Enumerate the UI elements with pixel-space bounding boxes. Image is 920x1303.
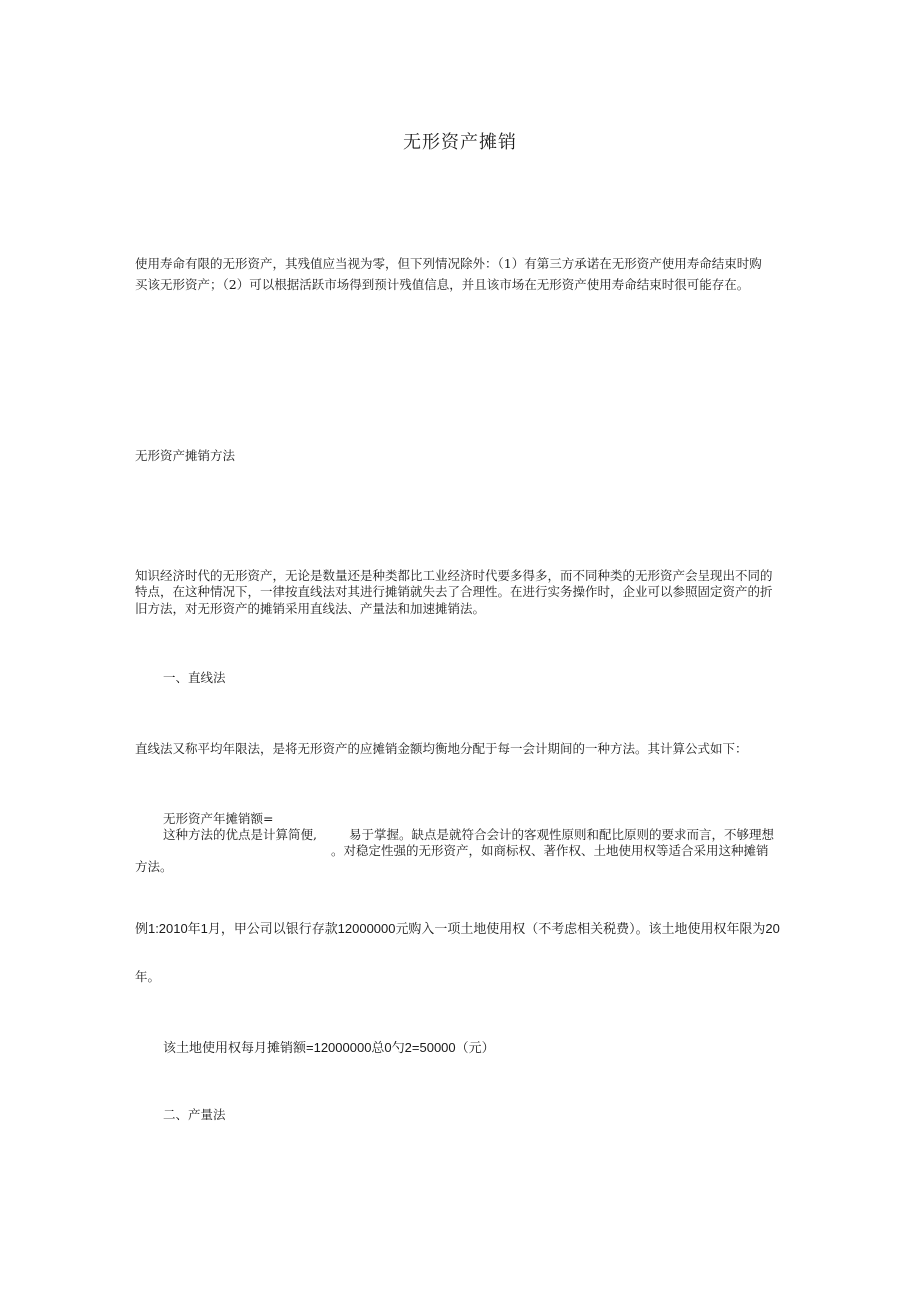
- section-heading-methods: 无形资产摊销方法: [135, 448, 236, 463]
- example-1-line-2: 年。: [135, 969, 161, 984]
- paragraph-residual-value-line-2: 买该无形资产；（2）可以根据活跃市场得到预计残值信息，并且该市场在无形资产使用寿命结束时很可能存在。: [135, 277, 750, 292]
- paragraph-methods-line-2: 特点，在这种情况下，一律按直线法对其进行摊销就失去了合理性。在进行实务操作时，企业可以参照固定资产的折: [135, 584, 773, 599]
- example-1-line-1: 例1:2010年1月，甲公司以银行存款12000000元购入一项土地使用权（不考虑相关税费）。该土地使用权年限为20: [135, 921, 780, 936]
- example-1-calculation: 该土地使用权每月摊销额=12000000总0勺2=50000（元）: [163, 1040, 495, 1055]
- paragraph-methods-line-3: 旧方法，对无形资产的摊销采用直线法、产量法和加速摊销法。: [135, 601, 486, 616]
- paragraph-methods-line-1: 知识经济时代的无形资产，无论是数量还是种类都比工业经济时代要多得多，而不同种类的无形资产会呈现出不同的: [135, 568, 773, 583]
- paragraph-straight-line-definition: 直线法又称平均年限法，是将无形资产的应摊销金额均衡地分配于每一会计期间的一种方法。其计算公式如下：: [135, 741, 748, 756]
- heading-units-of-production-method: 二、产量法: [163, 1107, 226, 1122]
- paragraph-pros-cons-line-3: 方法。: [135, 859, 173, 874]
- paragraph-pros-cons-line-2: 。对稳定性强的无形资产，如商标权、著作权、土地使用权等适合采用这种摊销: [331, 843, 769, 858]
- document-title: 无形资产摊销: [403, 132, 517, 153]
- heading-straight-line-method: 一、直线法: [163, 670, 226, 685]
- paragraph-pros-cons-line-1b: 易于掌握。缺点是就符合会计的客观性原则和配比原则的要求而言，不够理想: [349, 827, 775, 842]
- paragraph-pros-cons-line-1a: 这种方法的优点是计算简便,: [163, 827, 317, 842]
- formula-label: 无形资产年摊销额=: [163, 811, 274, 826]
- paragraph-residual-value-line-1: 使用寿命有限的无形资产，其残值应当视为零，但下列情况除外：（1）有第三方承诺在无形资产使用寿命结束时购: [135, 256, 762, 271]
